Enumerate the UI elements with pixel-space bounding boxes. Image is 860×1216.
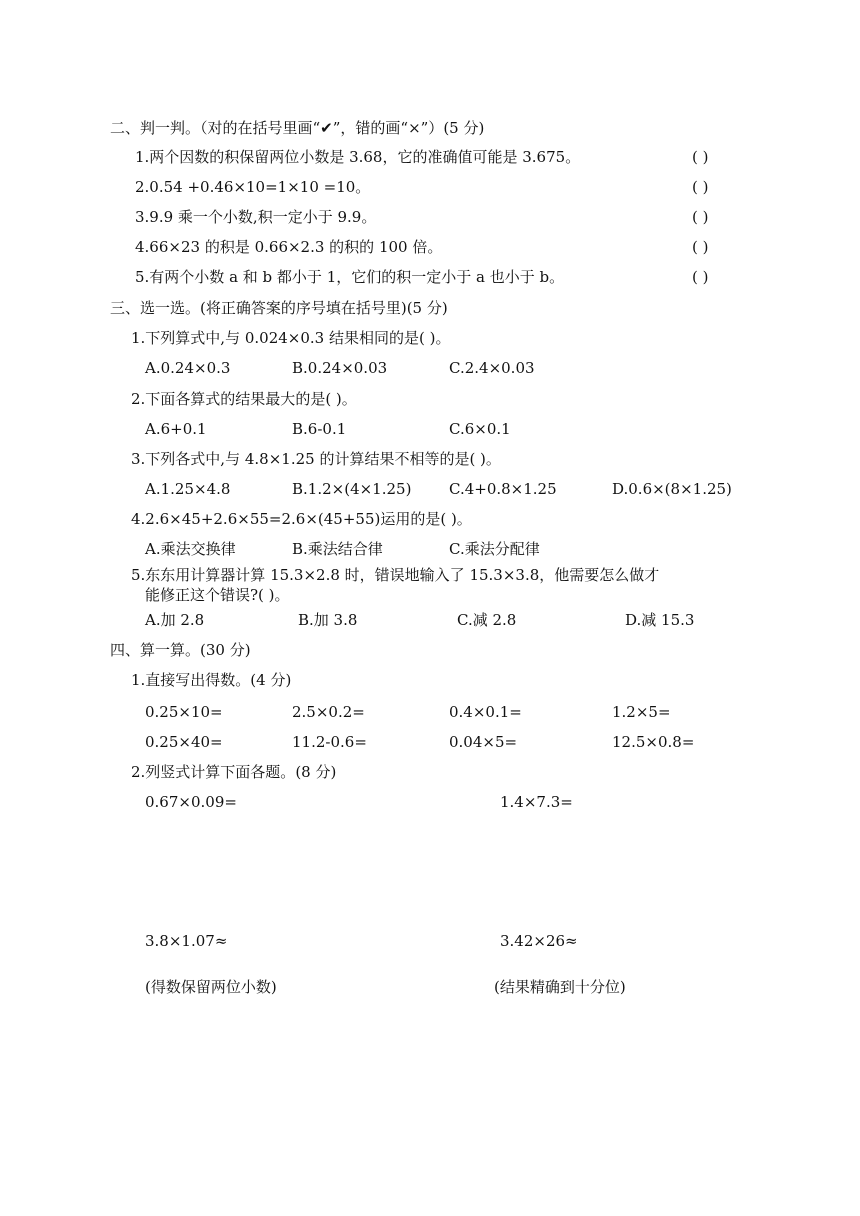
choice-q3-option-a[interactable]: A.1.25×4.8: [145, 480, 231, 498]
choice-q3-option-b[interactable]: B.1.2×(4×1.25): [292, 480, 412, 498]
mental-calc-2: 2.5×0.2=: [292, 703, 365, 721]
choice-q5-stem-line2: 能修正这个错误?( )。: [145, 586, 290, 604]
mental-calc-8: 12.5×0.8=: [612, 733, 695, 751]
choice-q2-option-c[interactable]: C.6×0.1: [449, 420, 511, 438]
mental-calc-1: 0.25×10=: [145, 703, 223, 721]
choice-q5-option-c[interactable]: C.减 2.8: [457, 611, 517, 629]
choice-q4-option-c[interactable]: C.乘法分配律: [449, 540, 540, 558]
vertical-calc-3: 3.8×1.07≈: [145, 932, 228, 950]
choice-q1-option-c[interactable]: C.2.4×0.03: [449, 359, 535, 377]
judge-item-5: 5.有两个小数 a 和 b 都小于 1，它们的积一定小于 a 也小于 b。: [135, 268, 565, 286]
choice-q3-option-c[interactable]: C.4+0.8×1.25: [449, 480, 557, 498]
section-3-heading: 三、选一选。(将正确答案的序号填在括号里)(5 分): [110, 299, 448, 317]
choice-q5-option-a[interactable]: A.加 2.8: [145, 611, 205, 629]
vertical-calc-1: 0.67×0.09=: [145, 793, 237, 811]
vertical-calc-4: 3.42×26≈: [500, 932, 578, 950]
calc-part1-title: 1.直接写出得数。(4 分): [131, 671, 292, 689]
judge-item-1: 1.两个因数的积保留两位小数是 3.68，它的准确值可能是 3.675。: [135, 148, 581, 166]
section-4-heading: 四、算一算。(30 分): [110, 641, 251, 659]
answer-paren-5[interactable]: ( ): [692, 268, 709, 286]
choice-q1-option-b[interactable]: B.0.24×0.03: [292, 359, 388, 377]
choice-q4-option-a[interactable]: A.乘法交换律: [145, 540, 236, 558]
choice-q1-option-a[interactable]: A.0.24×0.3: [145, 359, 231, 377]
mental-calc-4: 1.2×5=: [612, 703, 671, 721]
choice-q2-stem: 2.下面各算式的结果最大的是( )。: [131, 390, 357, 408]
mental-calc-7: 0.04×5=: [449, 733, 518, 751]
mental-calc-6: 11.2-0.6=: [292, 733, 367, 751]
judge-item-3: 3.9.9 乘一个小数,积一定小于 9.9。: [135, 208, 377, 226]
judge-item-4: 4.66×23 的积是 0.66×2.3 的积的 100 倍。: [135, 238, 443, 256]
rounding-note-1: (得数保留两位小数): [145, 978, 277, 996]
choice-q4-option-b[interactable]: B.乘法结合律: [292, 540, 383, 558]
mental-calc-5: 0.25×40=: [145, 733, 223, 751]
choice-q5-stem-line1: 5.东东用计算器计算 15.3×2.8 时，错误地输入了 15.3×3.8，他需要怎么做才: [131, 566, 660, 584]
choice-q3-option-d[interactable]: D.0.6×(8×1.25): [612, 480, 732, 498]
answer-paren-3[interactable]: ( ): [692, 208, 709, 226]
choice-q4-stem: 4.2.6×45+2.6×55=2.6×(45+55)运用的是( )。: [131, 510, 472, 528]
section-2-heading: 二、判一判。（对的在括号里画“✔”，错的画“×”）(5 分): [110, 119, 485, 137]
choice-q2-option-a[interactable]: A.6+0.1: [145, 420, 207, 438]
answer-paren-1[interactable]: ( ): [692, 148, 709, 166]
choice-q1-stem: 1.下列算式中,与 0.024×0.3 结果相同的是( )。: [131, 329, 451, 347]
choice-q2-option-b[interactable]: B.6-0.1: [292, 420, 347, 438]
calc-part2-title: 2.列竖式计算下面各题。(8 分): [131, 763, 337, 781]
mental-calc-3: 0.4×0.1=: [449, 703, 522, 721]
rounding-note-2: (结果精确到十分位): [494, 978, 626, 996]
vertical-calc-2: 1.4×7.3=: [500, 793, 573, 811]
answer-paren-4[interactable]: ( ): [692, 238, 709, 256]
answer-paren-2[interactable]: ( ): [692, 178, 709, 196]
choice-q5-option-b[interactable]: B.加 3.8: [298, 611, 358, 629]
choice-q5-option-d[interactable]: D.减 15.3: [625, 611, 695, 629]
judge-item-2: 2.0.54 +0.46×10=1×10 =10。: [135, 178, 371, 196]
choice-q3-stem: 3.下列各式中,与 4.8×1.25 的计算结果不相等的是( )。: [131, 450, 501, 468]
